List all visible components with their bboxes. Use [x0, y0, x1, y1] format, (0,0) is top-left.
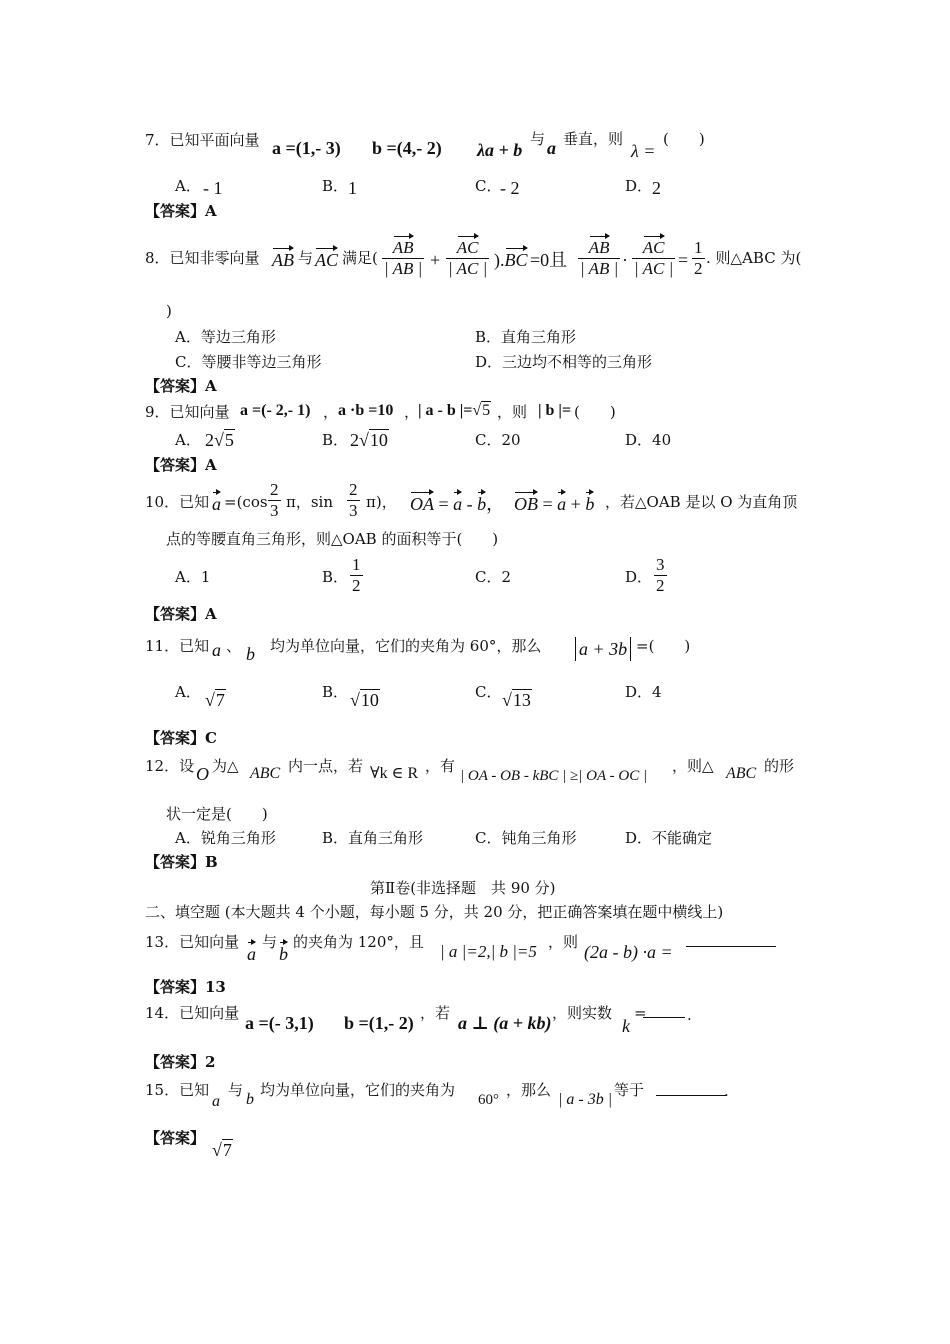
half-den: 2 — [694, 259, 703, 278]
q7-option-b-value: 1 — [348, 178, 357, 198]
q9-comma2: ， — [404, 403, 420, 421]
q13-with: 与 — [262, 933, 278, 951]
q11-option-b-value — [350, 690, 380, 711]
q8-vec-ab — [272, 250, 294, 270]
q12-o: O — [196, 764, 209, 784]
q14-then: ，则实数 — [552, 1004, 613, 1022]
q7-stem-text: 7．已知平面向量 — [145, 131, 260, 149]
q15-text: 均为单位向量，它们的夹角为 — [260, 1081, 456, 1099]
q14-a: a =(- 3,1) — [245, 1013, 314, 1033]
q10-pi: π，sin — [286, 493, 334, 511]
q10-fraction-1 — [268, 480, 281, 521]
q15-blank[interactable] — [656, 1079, 726, 1101]
q9-b-rad: 10 — [369, 430, 388, 450]
q9-a-rad: 5 — [224, 430, 234, 450]
vec-bc: BC — [504, 250, 528, 270]
q8-option-c: C．等腰非等边三角形 — [175, 353, 322, 371]
q7-option-d-label: D． — [625, 177, 653, 195]
q10-bm: b — [477, 494, 487, 514]
q9-option-b-label: B． — [322, 431, 349, 449]
q9-a: a =(- 2,- 1) — [240, 402, 311, 419]
q7-lambda: λ = — [631, 141, 656, 161]
q14-k: k — [622, 1016, 630, 1036]
q10-ob-expr — [514, 494, 594, 514]
q15-answer-blank[interactable] — [656, 1079, 726, 1096]
q8-stem: 8．已知非零向量 — [145, 249, 260, 267]
num-ab-2: AB — [588, 238, 610, 257]
q10-stem: 10．已知 — [145, 493, 210, 511]
q8-answer: 【答案】A — [145, 377, 217, 395]
q15-answer-value — [212, 1140, 233, 1161]
q7-a: a — [547, 138, 556, 158]
q9-opt-b-math: 2√10 — [350, 430, 388, 450]
q14-eq: = — [634, 1004, 647, 1022]
q12-then: ，则△ — [672, 757, 714, 775]
q10-vec-a: a — [212, 494, 221, 514]
f2-num: 2 — [349, 480, 358, 499]
q7-option-a-value: - 1 — [203, 178, 223, 198]
q10-b-den: 2 — [352, 576, 361, 595]
q8-vec-ac — [315, 250, 338, 270]
q7-option-c-label: C． — [475, 177, 502, 195]
q9-a-coef: 2 — [205, 430, 214, 450]
q9-amb — [418, 401, 491, 421]
q11-option-b-label: B． — [322, 683, 349, 701]
q9-option-d: D．40 — [625, 431, 672, 449]
q14-b: b =(1,- 2) — [344, 1013, 414, 1033]
q11-a-rad: 7 — [215, 690, 225, 710]
q15-expr: | a - 3b | — [558, 1091, 613, 1108]
q10-fraction-2 — [347, 480, 360, 521]
section-title: 第Ⅱ卷(非选择题 共 90 分) — [370, 879, 556, 897]
q10-frac2 — [345, 480, 362, 521]
q9-five: 5 — [482, 402, 491, 419]
q13-then: ，则 — [548, 933, 579, 951]
q7-perp: 垂直，则 — [563, 130, 624, 148]
q11-option-c-value — [502, 690, 532, 711]
q7-option-a-label: A． — [175, 177, 201, 195]
q7-stem — [145, 130, 260, 150]
q11-text: 均为单位向量，它们的夹角为 60°，那么 — [270, 637, 542, 655]
q12-shape: 的形 — [764, 757, 795, 775]
q9-option-a-label: A． — [175, 431, 201, 449]
q11-stem: 11．已知 — [145, 637, 210, 655]
q8-cond — [342, 248, 378, 268]
q8-frac4 — [630, 238, 677, 279]
q10-eq1: = — [438, 494, 449, 514]
q12-have: ，有 — [425, 757, 456, 775]
q15-rad: 7 — [222, 1140, 232, 1160]
q13-stem: 13．已知向量 — [145, 933, 240, 951]
num-ab: AB — [392, 238, 414, 257]
q8-frac3 — [576, 238, 622, 279]
q9-then: ，则 — [497, 403, 528, 421]
q8-option-a: A．等边三角形 — [175, 328, 276, 346]
q8-fraction-half — [692, 238, 705, 279]
q8-cond-text: 满足( — [342, 249, 378, 267]
num-ac-2: AC — [642, 238, 665, 257]
f1-den: 3 — [270, 501, 279, 520]
q11-c-rad: 13 — [512, 690, 531, 710]
q10-pi2: π)， — [366, 493, 397, 511]
q11-option-c-label: C． — [475, 683, 502, 701]
q13-expr: (2a - b) ·a = — [584, 942, 673, 962]
q10-a — [212, 494, 221, 514]
q11-b: b — [246, 644, 255, 664]
q8-frac2 — [444, 238, 491, 279]
q8-dot: · — [622, 250, 628, 270]
q10-line2: 点的等腰直角三角形，则△OAB 的面积等于( ) — [166, 530, 499, 548]
q9-paren: ( ) — [574, 403, 616, 421]
q11-a: a — [212, 640, 221, 660]
q11-answer: 【答案】C — [145, 729, 217, 747]
q14-answer: 【答案】2 — [145, 1053, 216, 1071]
vec-ac: AC — [315, 250, 339, 270]
q12-stem: 12．设 — [145, 757, 195, 775]
q15-eq: 等于 — [614, 1081, 645, 1099]
q12-line2: 状一定是( ) — [166, 805, 268, 823]
q12-option-d: D．不能确定 — [625, 829, 713, 847]
den-ac-2: | AC | — [634, 259, 674, 278]
q15-b: b — [246, 1091, 254, 1108]
q10-bp: b — [585, 494, 595, 514]
q12-abc2: ABC — [726, 765, 757, 782]
q8-fraction-ab-2 — [578, 238, 620, 279]
q15-stem: 15．已知 — [145, 1081, 210, 1099]
q10-answer: 【答案】A — [145, 605, 217, 623]
q10-d-num: 3 — [656, 555, 665, 574]
q8-eq: = — [678, 250, 689, 270]
q9-option-c: C．20 — [475, 431, 521, 449]
q14-stem: 14．已知向量 — [145, 1004, 240, 1022]
q12-for: 为△ — [212, 757, 239, 775]
q9-opt-a-math: 2√5 — [205, 430, 234, 450]
q10-option-c: C．2 — [475, 568, 512, 586]
q11-option-a-label: A． — [175, 683, 201, 701]
q14-answer-blank[interactable] — [643, 1003, 685, 1018]
q10-oa: OA — [410, 494, 434, 514]
q10-oa-expr: OA = a - b， — [410, 494, 505, 514]
q7-with: 与 — [530, 130, 546, 148]
q13-mods: | a |=2,| b |=5 — [440, 942, 537, 961]
section-subtitle: 二、填空题 (本大题共 4 个小题，每小题 5 分，共 20 分，把正确答案填在题中横线上) — [145, 903, 724, 921]
q12-abc: ABC — [250, 765, 281, 782]
q11-option-d: D．4 — [625, 683, 662, 701]
q10-ob: OB — [514, 494, 538, 514]
q11-a-sqrt: √7 — [205, 690, 225, 710]
q10-am: a — [453, 494, 463, 514]
vec-ab: AB — [272, 250, 294, 270]
q14-blank[interactable] — [643, 1003, 685, 1023]
q7-answer: 【答案】A — [145, 202, 217, 220]
q9-b-coef: 2 — [350, 430, 359, 450]
q9-answer: 【答案】A — [145, 456, 217, 474]
q8-fraction-ab — [382, 238, 424, 279]
q7-option-d-value: 2 — [652, 178, 661, 198]
q8-close: ) — [166, 302, 172, 320]
q10-option-d-value — [652, 555, 669, 596]
q9-stem: 9．已知向量 — [145, 403, 230, 421]
q10-plus: + — [570, 494, 581, 514]
q14-perp: a ⊥ (a + kb) — [458, 1013, 552, 1033]
q15-with: 与 — [228, 1081, 244, 1099]
q10-minus: - — [466, 494, 473, 514]
q12-option-c: C．钝角三角形 — [475, 829, 577, 847]
q10-option-b-value — [348, 555, 365, 596]
q10-d-frac — [654, 555, 667, 596]
q10-tail: ，若△OAB 是以 O 为直角顶 — [605, 493, 798, 511]
q7-paren: ( ) — [663, 130, 705, 148]
q10-eq2: = — [542, 494, 553, 514]
den-ac: | AC | — [448, 259, 488, 278]
q9-ab: a ·b =10 — [338, 402, 394, 419]
q15-then: ，那么 — [506, 1081, 552, 1099]
den-ab-2: | AB | — [580, 259, 619, 278]
q9-bmod: | b |= — [538, 402, 572, 419]
q10-ap: a — [557, 494, 567, 514]
q8-bc: ).BC — [494, 250, 528, 270]
q12-inner: 内一点，若 — [288, 757, 364, 775]
q13-answer: 【答案】13 — [145, 978, 226, 996]
q15-a: a — [212, 1093, 220, 1110]
q8-frac1 — [380, 238, 426, 279]
q12-option-a: A．锐角三角形 — [175, 829, 276, 847]
num-ac: AC — [456, 238, 479, 257]
q13-vec-b: b — [279, 944, 288, 964]
q9-option-b-value — [350, 430, 389, 451]
q11-option-a-value — [205, 690, 226, 711]
q9-comma1: ， — [323, 403, 339, 421]
den-ab: | AB | — [384, 259, 423, 278]
q9-amb-text: | a - b |= — [418, 402, 473, 419]
q13-b — [279, 944, 288, 964]
half-num: 1 — [694, 238, 703, 257]
q12-answer: 【答案】B — [145, 853, 218, 871]
q8-option-d: D．三边均不相等的三角形 — [475, 353, 653, 371]
q11-b-rad: 10 — [360, 690, 379, 710]
q10-b-frac — [350, 555, 363, 596]
q12-forall: ∀k ∈ R — [370, 765, 419, 782]
q11-c-sqrt: √13 — [502, 690, 531, 710]
q15-answer: 【答案】 — [145, 1129, 206, 1147]
q11-sep: 、 — [226, 637, 242, 655]
q15-dot: . — [724, 1082, 729, 1100]
q8-option-b: B．直角三角形 — [475, 328, 577, 346]
q13-angle: 的夹角为 120°，且 — [293, 933, 424, 951]
q13-vec-a: a — [247, 944, 256, 964]
q8-half — [690, 238, 707, 279]
q8-fraction-ac-2 — [632, 238, 675, 279]
q7-vector-b: b =(4,- 2) — [372, 138, 442, 158]
q7-option-c-value: - 2 — [500, 178, 520, 198]
f2-den: 3 — [349, 501, 358, 520]
q8-eq0: =0且 — [530, 250, 568, 270]
q11-expr: a + 3b — [575, 637, 631, 661]
q10-d-den: 2 — [656, 576, 665, 595]
q15-sqrt: √7 — [212, 1140, 232, 1160]
q8-fraction-ac — [446, 238, 489, 279]
q11-eq: =( ) — [636, 637, 691, 655]
q10-b-num: 1 — [352, 555, 361, 574]
q13-a — [247, 944, 256, 964]
q13-blank[interactable] — [686, 930, 776, 952]
q10-option-d-label: D． — [625, 568, 653, 586]
q10-frac1 — [266, 480, 283, 521]
q9-sqrt5: √5 — [472, 402, 491, 419]
q13-answer-blank[interactable] — [686, 930, 776, 947]
q8-and: 与 — [298, 249, 314, 267]
q15-deg: 60° — [478, 1092, 499, 1108]
q10-cos: =(cos — [224, 493, 268, 511]
q9-option-a-value — [205, 430, 235, 451]
q14-dot: . — [687, 1006, 692, 1024]
q12-ineq: | OA - OB - kBC | ≥| OA - OC | — [460, 768, 648, 784]
q10-option-a: A．1 — [175, 568, 211, 586]
q8-tail: . 则△ABC 为( — [706, 249, 802, 267]
q7-combo: λa + b — [477, 140, 523, 160]
f1-num: 2 — [270, 480, 279, 499]
q10-option-b-label: B． — [322, 568, 349, 586]
q12-option-b: B．直角三角形 — [322, 829, 424, 847]
q8-plus: + — [430, 250, 441, 270]
q7-option-b-label: B． — [322, 177, 349, 195]
q11-b-sqrt: √10 — [350, 690, 379, 710]
q14-if: ，若 — [420, 1004, 451, 1022]
q7-vector-a: a =(1,- 3) — [272, 138, 341, 158]
